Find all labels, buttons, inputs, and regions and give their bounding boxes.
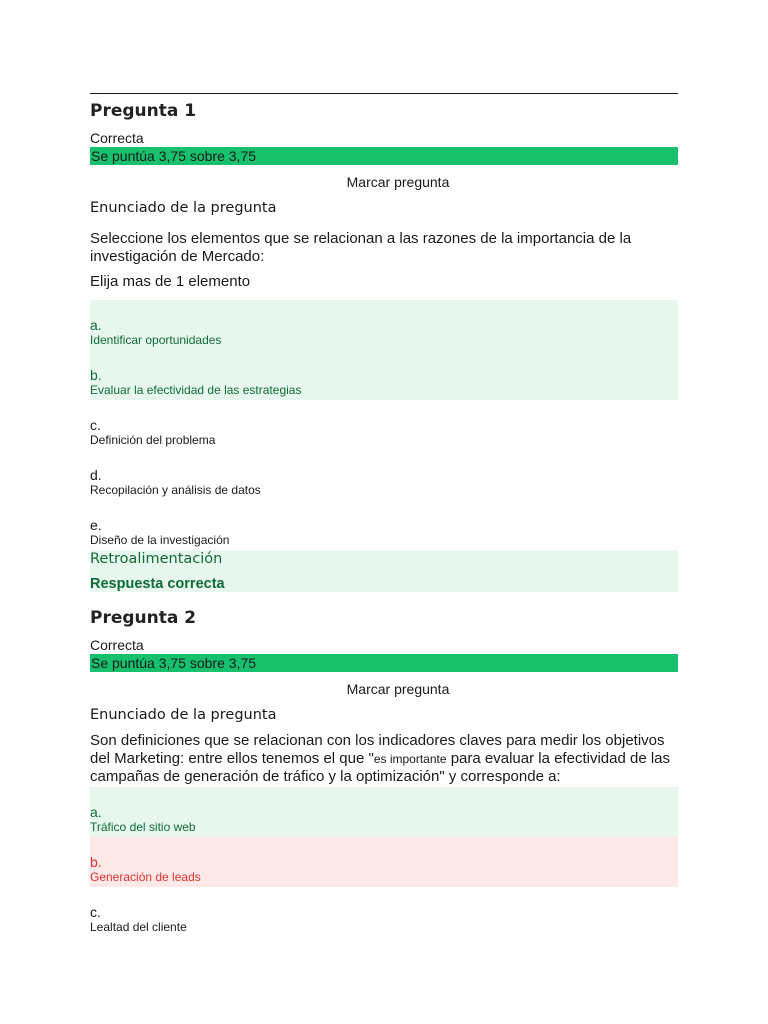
option-letter: c. [90, 904, 101, 920]
quiz-review [90, 93, 678, 937]
option-letter: a. [90, 804, 102, 820]
option-letter: b. [90, 367, 102, 383]
statement-heading: Enunciado de la pregunta [90, 200, 277, 216]
question-state: Correcta [90, 130, 144, 146]
question-text-part1: Son definiciones que se relacionan con los indicadores claves para medir los objetivos del Marketing: entre ellos tenemos el que " [90, 732, 665, 767]
option-text: Tráfico del sitio web [90, 820, 196, 834]
feedback-title: Retroalimentación [90, 551, 223, 567]
option-text: Definición del problema [90, 433, 216, 447]
question-2 [90, 607, 678, 937]
option-a[interactable] [90, 300, 678, 350]
option-text: Identificar oportunidades [90, 333, 222, 347]
option-letter: a. [90, 317, 102, 333]
option-d[interactable] [90, 450, 678, 500]
grade-bar: Se puntúa 3,75 sobre 3,75 [90, 147, 678, 165]
answer-options [90, 787, 678, 937]
option-letter: b. [90, 854, 102, 870]
option-c[interactable] [90, 400, 678, 450]
option-text: Lealtad del cliente [90, 920, 187, 934]
option-text: Recopilación y análisis de datos [90, 483, 261, 497]
option-text: Diseño de la investigación [90, 533, 230, 547]
option-letter: c. [90, 417, 101, 433]
feedback-box [90, 550, 678, 592]
question-state: Correcta [90, 637, 144, 653]
flag-question-link[interactable]: Marcar pregunta [346, 174, 450, 190]
question-text [90, 732, 678, 786]
option-letter: d. [90, 467, 102, 483]
question-prompt: Elija mas de 1 elemento [90, 273, 251, 290]
grade-bar: Se puntúa 3,75 sobre 3,75 [90, 654, 678, 672]
option-c[interactable] [90, 887, 678, 937]
top-divider [90, 93, 678, 94]
feedback-answer: Respuesta correcta [90, 576, 225, 592]
option-text: Generación de leads [90, 870, 201, 884]
statement-heading: Enunciado de la pregunta [90, 707, 277, 723]
option-b[interactable] [90, 350, 678, 400]
option-a[interactable] [90, 787, 678, 837]
option-b[interactable] [90, 837, 678, 887]
answer-options [90, 300, 678, 550]
question-1 [90, 100, 678, 592]
question-title: Pregunta 1 [90, 101, 197, 121]
question-text: Seleccione los elementos que se relacionan a las razones de la importancia de la investigación de Mercado: [90, 230, 632, 265]
question-text-small: es importante [373, 752, 447, 766]
question-title: Pregunta 2 [90, 608, 197, 628]
option-e[interactable] [90, 500, 678, 550]
option-letter: e. [90, 517, 102, 533]
option-text: Evaluar la efectividad de las estrategias [90, 383, 302, 397]
flag-question-link[interactable]: Marcar pregunta [346, 681, 450, 697]
question-text-part2: para evaluar la efectividad de las campañas de generación de tráfico y la optimización" y corresponde a: [90, 750, 671, 785]
